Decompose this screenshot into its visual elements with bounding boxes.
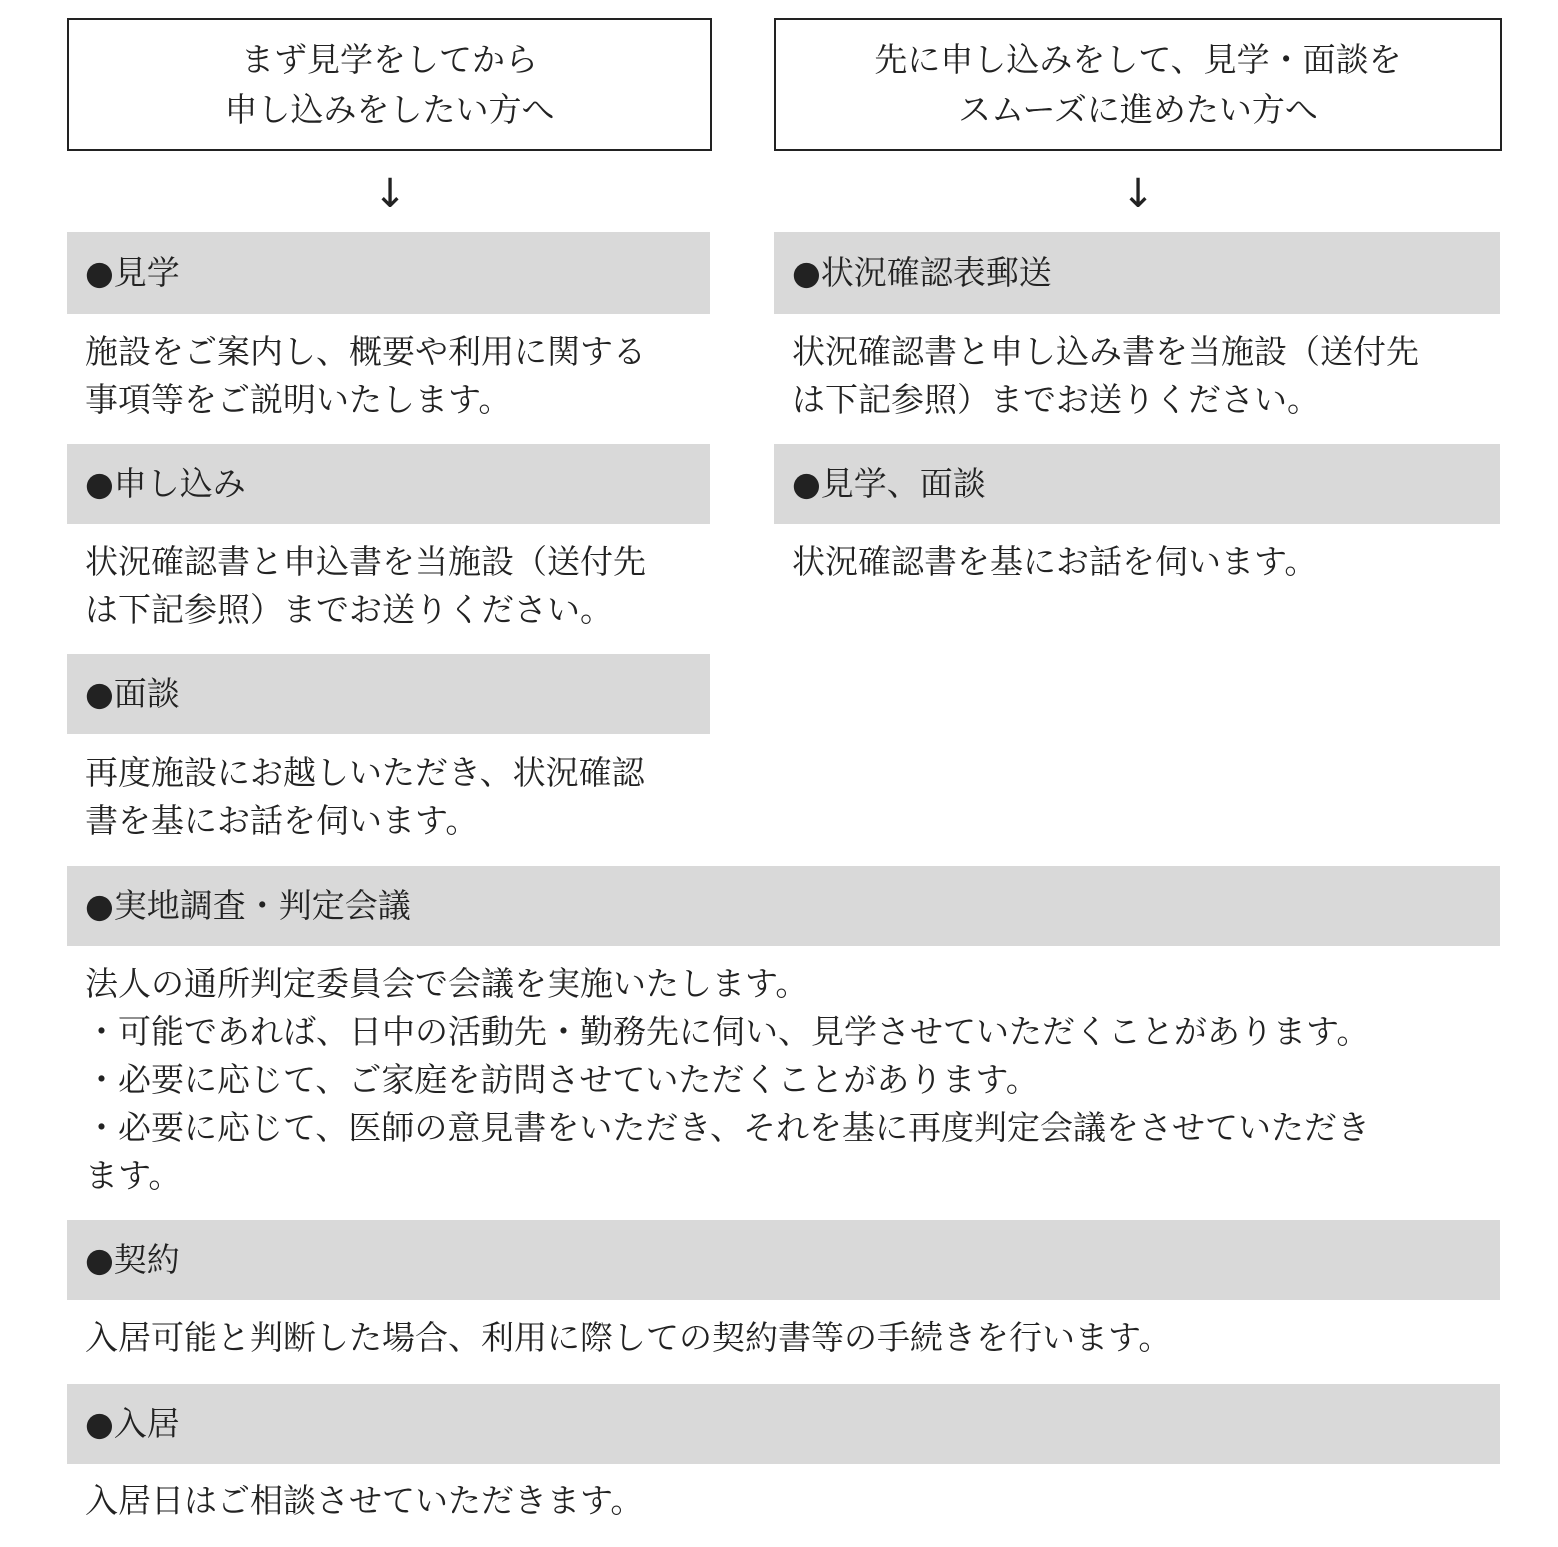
route-box-apply-first <box>774 18 1502 151</box>
step-body-move-in <box>67 1477 1507 1525</box>
step-header-move-in: ●入居 <box>67 1384 1500 1464</box>
down-arrow-icon: ↓ <box>373 171 407 217</box>
route-box-line: 先に申し込みをして、見学・面談を <box>874 39 1402 79</box>
step-body-line: 状況確認書と申し込み書を当施設（送付先 <box>792 332 1419 371</box>
step-body-line: 状況確認書と申込書を当施設（送付先 <box>85 542 646 581</box>
step-header-contract: ●契約 <box>67 1220 1500 1300</box>
step-body-line: 施設をご案内し、概要や利用に関する <box>85 332 646 371</box>
step-header-visit: ●見学 <box>67 232 710 314</box>
step-body-survey-judgment <box>67 960 1507 1200</box>
step-header-interview: ●面談 <box>67 654 710 734</box>
step-header-status-mail: ●状況確認表郵送 <box>774 232 1500 314</box>
route-box-visit-first <box>67 18 712 151</box>
step-body-status-mail <box>774 328 1514 424</box>
step-body-apply <box>67 538 727 634</box>
step-header-apply: ●申し込み <box>67 444 710 524</box>
step-body-line: ・可能であれば、日中の活動先・勤務先に伺い、見学させていただくことがあります。 <box>85 1012 1370 1051</box>
step-body-line: ます。 <box>85 1156 182 1195</box>
down-arrow-icon: ↓ <box>1121 171 1155 217</box>
step-body-line: ・必要に応じて、ご家庭を訪問させていただくことがあります。 <box>85 1060 1039 1099</box>
step-body-visit-interview <box>774 538 1514 586</box>
route-box-line: スムーズに進めたい方へ <box>958 89 1318 129</box>
step-body-line: 法人の通所判定委員会で会議を実施いたします。 <box>85 964 809 1003</box>
step-body-line: 入居可能と判断した場合、利用に際しての契約書等の手続きを行います。 <box>85 1318 1172 1357</box>
step-body-interview <box>67 749 727 845</box>
step-body-contract <box>67 1314 1507 1362</box>
route-box-line: まず見学をしてから <box>241 39 538 79</box>
step-body-line: 状況確認書を基にお話を伺います。 <box>792 542 1318 581</box>
step-body-line: は下記参照）までお送りください。 <box>85 590 613 629</box>
step-body-line: ・必要に応じて、医師の意見書をいただき、それを基に再度判定会議をさせていただき <box>85 1108 1371 1147</box>
step-header-visit-interview: ●見学、面談 <box>774 444 1500 524</box>
step-body-line: は下記参照）までお送りください。 <box>792 380 1320 419</box>
step-body-line: 入居日はご相談させていただきます。 <box>85 1481 644 1520</box>
step-body-line: 書を基にお話を伺います。 <box>85 801 479 840</box>
step-header-survey-judgment: ●実地調査・判定会議 <box>67 866 1500 946</box>
step-body-visit <box>67 328 727 424</box>
step-body-line: 事項等をご説明いたします。 <box>85 380 512 419</box>
route-box-line: 申し込みをしたい方へ <box>224 89 555 129</box>
step-body-line: 再度施設にお越しいただき、状況確認 <box>85 753 645 792</box>
